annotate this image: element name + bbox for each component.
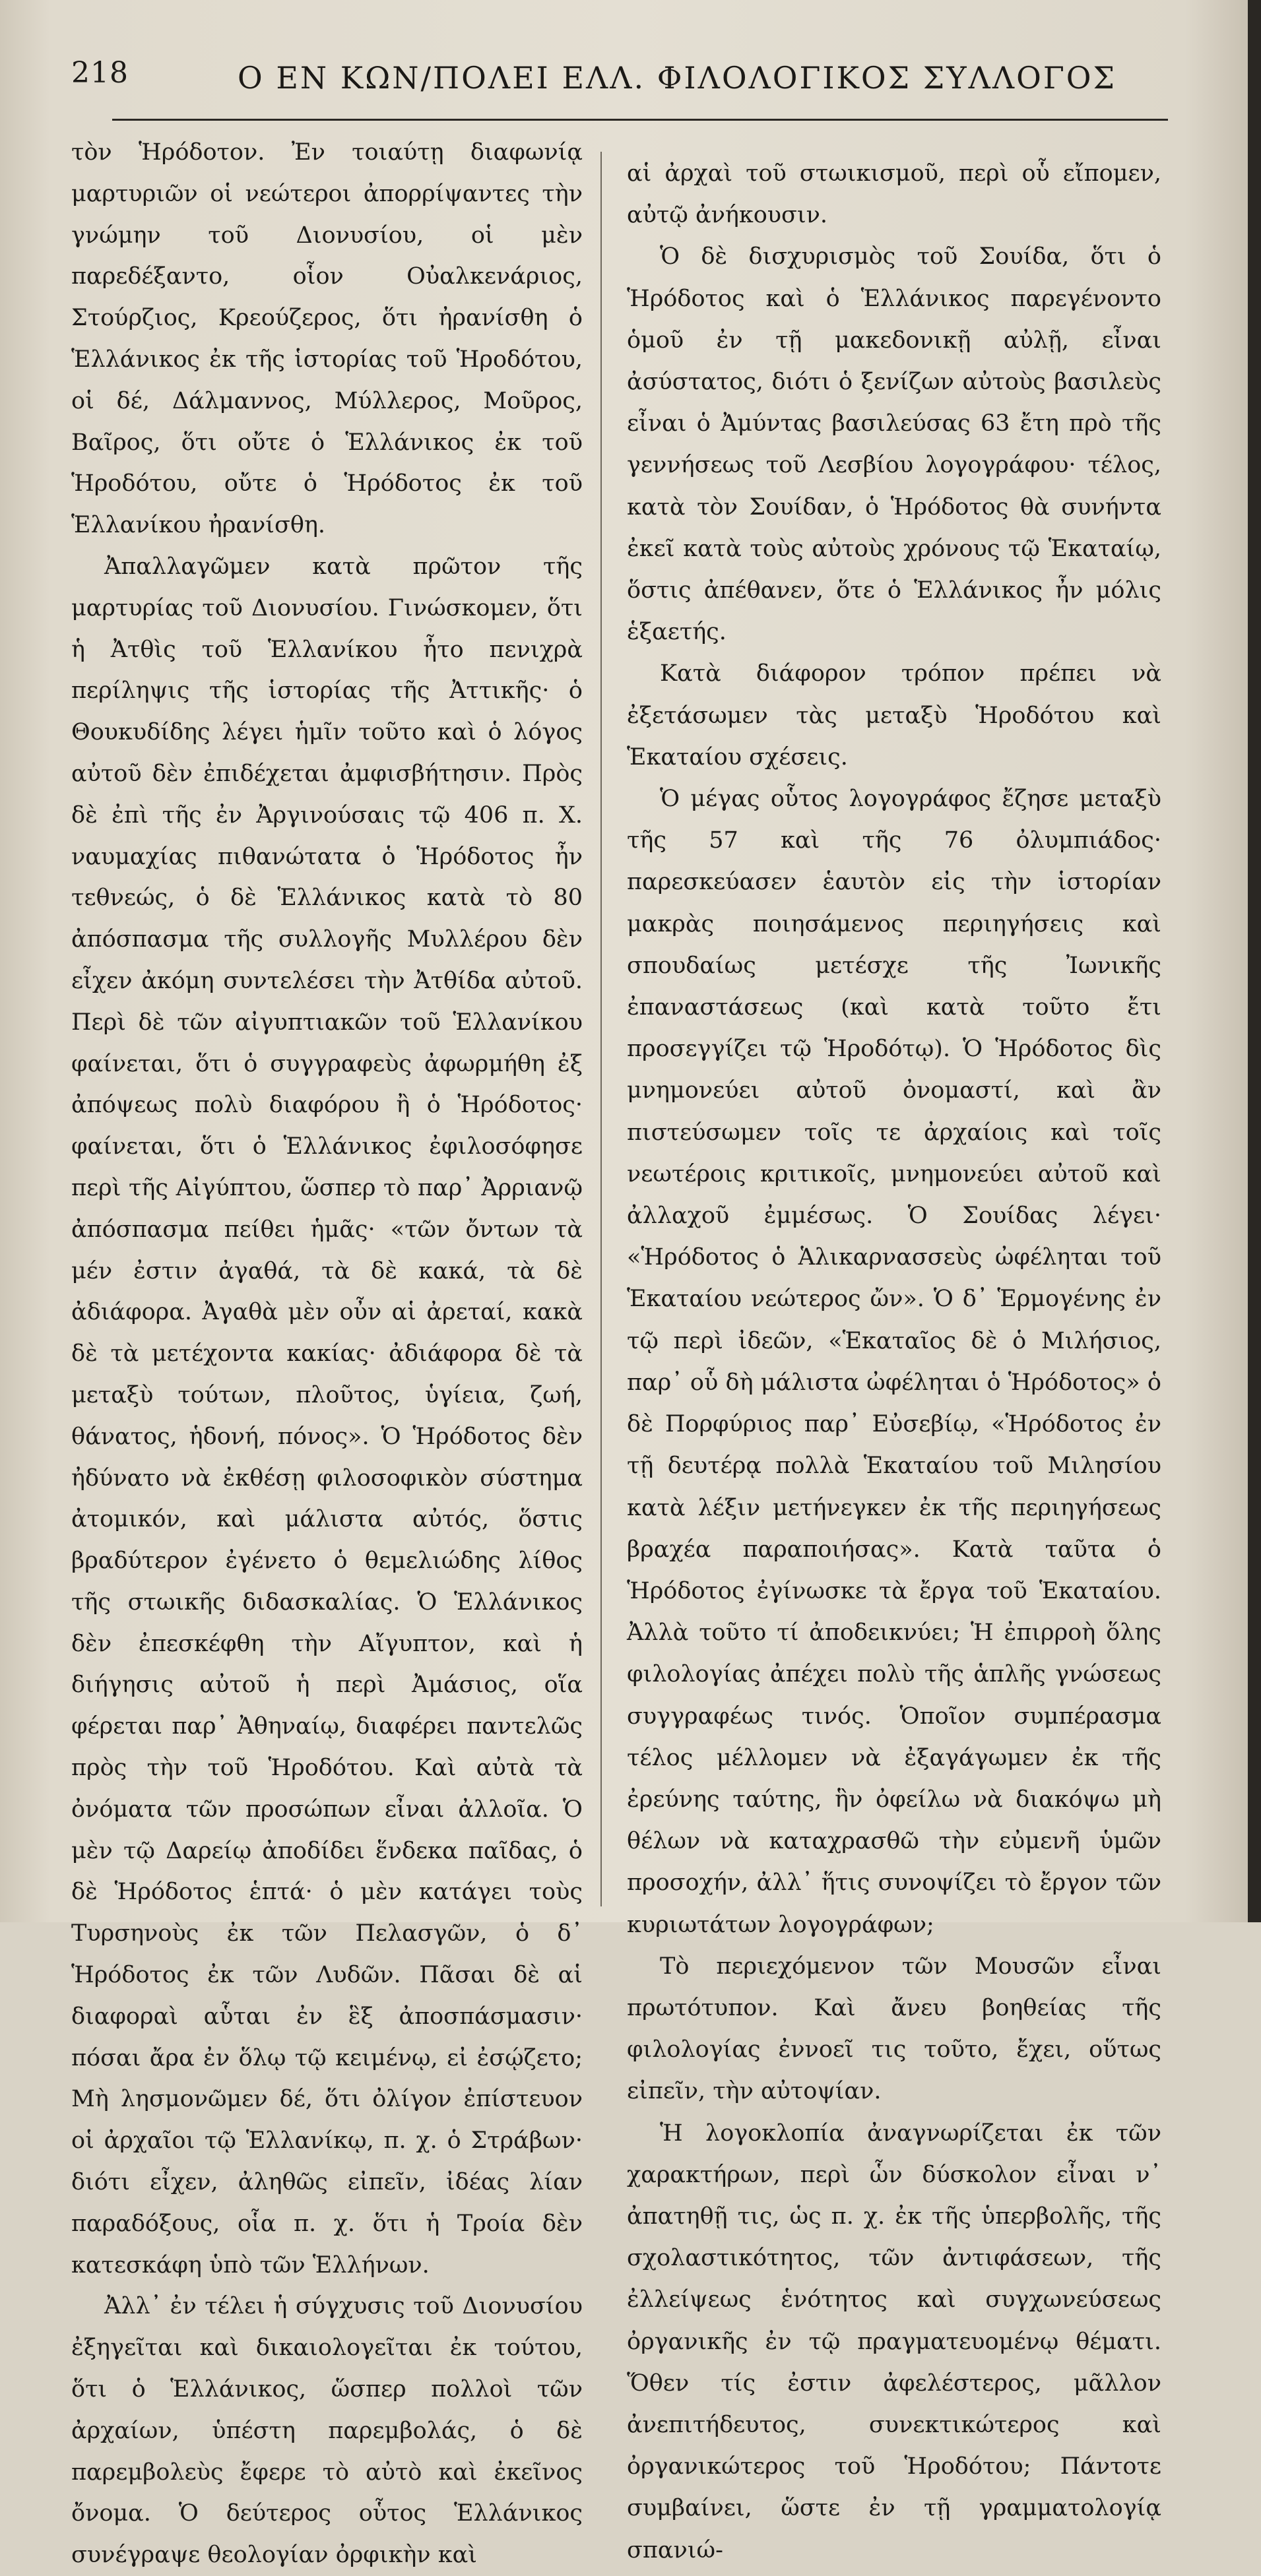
- right-paragraph-5: Τὸ περιεχόμενον τῶν Μουσῶν εἶναι πρωτότυπον. Καὶ ἄνευ βοηθείας τῆς φιλολογίας ἐννοεῖ τις τοῦτο, ἔχει, οὕτως εἰπεῖν, τὴν αὐτοψίαν.: [627, 1953, 1161, 2105]
- page-number: 218: [71, 56, 129, 90]
- right-column: [627, 153, 1161, 2571]
- page-header: [66, 56, 1175, 115]
- left-column: [71, 132, 583, 2576]
- right-paragraph-6: Ἡ λογοκλοπία ἀναγνωρίζεται ἐκ τῶν χαρακτήρων, περὶ ὧν δύσκολον εἶναι ν᾽ ἀπατηθῇ τις, ὡς π. χ. ἐκ τῆς ὑπερβολῆς, τῆς σχολαστικότητος, τῶν ἀντιφάσεων, τῆς ἐλλείψεως ἑνότητος καὶ συγχωνεύσεως ὀργανικῆς ἐν τῷ πραγματευομένῳ θέματι. Ὅθεν τίς ἐστιν ἀφελέστερος, μᾶλλον ἀνεπιτήδευτος, συνεκτικώτερος καὶ ὀργανικώτερος τοῦ Ἡροδότου; Πάντοτε συμβαίνει, ὥστε ἐν τῇ γραμματολογίᾳ σπανιώ-: [627, 2120, 1161, 2563]
- right-paragraph-3: Κατὰ διάφορον τρόπον πρέπει νὰ ἐξετάσωμεν τὰς μεταξὺ Ἡροδότου καὶ Ἑκαταίου σχέσεις.: [627, 660, 1161, 770]
- right-paragraph-2: Ὁ δὲ δισχυρισμὸς τοῦ Σουίδα, ὅτι ὁ Ἡρόδοτος καὶ ὁ Ἑλλάνικος παρεγένοντο ὁμοῦ ἐν τῇ μακεδονικῇ αὐλῇ, εἶναι ἀσύστατος, διότι ὁ ξενίζων αὐτοὺς βασιλεὺς εἶναι ὁ Ἀμύντας βασιλεύσας 63 ἔτη πρὸ τῆς γεννήσεως τοῦ Λεσβίου λογογράφου· τέλος, κατὰ τὸν Σουίδαν, ὁ Ἡρόδοτος θὰ συνήντα ἐκεῖ κατὰ τοὺς αὐτοὺς χρόνους τῷ Ἑκαταίῳ, ὅστις ἀπέθανεν, ὅτε ὁ Ἑλλάνικος ἦν μόλις ἑξαετής.: [627, 243, 1161, 646]
- left-paragraph-3: Ἀλλ᾽ ἐν τέλει ἡ σύγχυσις τοῦ Διονυσίου ἐξηγεῖται καὶ δικαιολογεῖται ἐκ τούτου, ὅτι ὁ Ἑλλάνικος, ὥσπερ πολλοὶ τῶν ἀρχαίων, ὑπέστη παρεμβολάς, ὁ δὲ παρεμβολεὺς ἔφερε τὸ αὐτὸ καὶ ἐκεῖνος ὄνομα. Ὁ δεύτερος οὗτος Ἑλλάνικος συνέγραψε θεολογίαν ὀρφικὴν καὶ: [71, 2293, 583, 2569]
- right-paragraph-1: αἱ ἀρχαὶ τοῦ στωικισμοῦ, περὶ οὗ εἴπομεν, αὐτῷ ἀνήκουσιν.: [627, 160, 1161, 229]
- left-paragraph-1: τὸν Ἡρόδοτον. Ἐν τοιαύτῃ διαφωνίᾳ μαρτυριῶν οἱ νεώτεροι ἀπορρίψαντες τὴν γνώμην τοῦ Διονυσίου, οἱ μὲν παρεδέξαντο, οἷον Οὐαλκενάριος, Στούρζιος, Κρεούζερος, ὅτι ἠρανίσθη ὁ Ἑλλάνικος ἐκ τῆς ἱστορίας τοῦ Ἡροδότου, οἱ δέ, Δάλμαννος, Μύλλερος, Μοῦρος, Βαῖρος, ὅτι οὔτε ὁ Ἑλλάνικος ἐκ τοῦ Ἡροδότου, οὔτε ὁ Ἡρόδοτος ἐκ τοῦ Ἑλλανίκου ἠρανίσθη.: [71, 139, 583, 539]
- column-divider: [600, 152, 602, 1906]
- header-rule: [112, 119, 1168, 121]
- page-edge-shadow: [1248, 0, 1261, 1922]
- left-paragraph-2: Ἀπαλλαγῶμεν κατὰ πρῶτον τῆς μαρτυρίας τοῦ Διονυσίου. Γινώσκομεν, ὅτι ἡ Ἀτθὶς τοῦ Ἑλλανίκου ἦτο πενιχρὰ περίληψις τῆς ἱστορίας τῆς Ἀττικῆς· ὁ Θουκυδίδης λέγει ἡμῖν τοῦτο καὶ ὁ λόγος αὐτοῦ δὲν ἐπιδέχεται ἀμφισβήτησιν. Πρὸς δὲ ἐπὶ τῆς ἐν Ἀργινούσαις τῷ 406 π. Χ. ναυμαχίας πιθανώτατα ὁ Ἡρόδοτος ἦν τεθνεώς, ὁ δὲ Ἑλλάνικος κατὰ τὸ 80 ἀπόσπασμα τῆς συλλογῆς Μυλλέρου δὲν εἶχεν ἀκόμη συντελέσει τὴν Ἀτθίδα αὐτοῦ. Περὶ δὲ τῶν αἰγυπτιακῶν τοῦ Ἑλλανίκου φαίνεται, ὅτι ὁ συγγραφεὺς ἀφωρμήθη ἐξ ἀπόψεως πολὺ διαφόρου ἢ ὁ Ἡρόδοτος· φαίνεται, ὅτι ὁ Ἑλλάνικος ἐφιλοσόφησε περὶ τῆς Αἰγύπτου, ὥσπερ τὸ παρ᾽ Ἀρριανῷ ἀπόσπασμα πείθει ἡμᾶς· «τῶν ὄντων τὰ μέν ἐστιν ἀγαθά, τὰ δὲ κακά, τὰ δὲ ἀδιάφορα. Ἀγαθὰ μὲν οὖν αἱ ἀρεταί, κακὰ δὲ τὰ μετέχοντα κακίας· ἀδιάφορα δὲ τὰ μεταξὺ τούτων, πλοῦτος, ὑγίεια, ζωή, θάνατος, ἡδονή, πόνος». Ὁ Ἡρόδοτος δὲν ἠδύνατο νὰ ἐκθέσῃ φιλοσοφικὸν σύστημα ἀτομικόν, καὶ μάλιστα αὐτός, ὅστις βραδύτερον ἐγένετο ὁ θεμελιώδης λίθος τῆς στωικῆς διδασκαλίας. Ὁ Ἑλλάνικος δὲν ἐπεσκέφθη τὴν Αἴγυπτον, καὶ ἡ διήγησις αὐτοῦ ἡ περὶ Ἀμάσιος, οἵα φέρεται παρ᾽ Ἀθηναίῳ, διαφέρει παντελῶς πρὸς τὴν τοῦ Ἡροδότου. Καὶ αὐτὰ τὰ ὀνόματα τῶν προσώπων εἶναι ἀλλοῖα. Ὁ μὲν τῷ Δαρείῳ ἀποδίδει ἕνδεκα παῖδας, ὁ δὲ Ἡρόδοτος ἑπτά· ὁ μὲν κατάγει τοὺς Τυρσηνοὺς ἐκ τῶν Πελασγῶν, ὁ δ᾽ Ἡρόδοτος ἐκ τῶν Λυδῶν. Πᾶσαι δὲ αἱ διαφοραὶ αὗται ἐν ἓξ ἀποσπάσμασιν· πόσαι ἄρα ἐν ὅλῳ τῷ κειμένῳ, εἰ ἐσῴζετο; Μὴ λησμονῶμεν δέ, ὅτι ὀλίγον ἐπίστευον οἱ ἀρχαῖοι τῷ Ἑλλανίκῳ, π. χ. ὁ Στράβων· διότι εἶχεν, ἀληθῶς εἰπεῖν, ἰδέας λίαν παραδόξους, οἷα π. χ. ὅτι ἡ Τροία δὲν κατεσκάφη ὑπὸ τῶν Ἑλλήνων.: [71, 553, 583, 2278]
- running-title: Ο ΕΝ ΚΩΝ/ΠΟΛΕΙ ΕΛΛ. ΦΙΛΟΛΟΓΙΚΟΣ ΣΥΛΛΟΓΟΣ: [238, 60, 1116, 96]
- right-paragraph-4: Ὁ μέγας οὗτος λογογράφος ἔζησε μεταξὺ τῆς 57 καὶ τῆς 76 ὀλυμπιάδος· παρεσκεύασεν ἑαυτὸν εἰς τὴν ἱστορίαν μακρὰς ποιησάμενος περιηγήσεις καὶ σπουδαίως μετέσχε τῆς Ἰωνικῆς ἐπαναστάσεως (καὶ κατὰ τοῦτο ἔτι προσεγγίζει τῷ Ἡροδότῳ). Ὁ Ἡρόδοτος δὶς μνημονεύει αὐτοῦ ὀνομαστί, καὶ ἂν πιστεύσωμεν τοῖς τε ἀρχαίοις καὶ τοῖς νεωτέροις κριτικοῖς, μνημονεύει αὐτοῦ καὶ ἀλλαχοῦ ἐμμέσως. Ὁ Σουίδας λέγει· «Ἡρόδοτος ὁ Ἁλικαρνασσεὺς ὠφέληται τοῦ Ἑκαταίου νεώτερος ὤν». Ὁ δ᾽ Ἑρμογένης ἐν τῷ περὶ ἰδεῶν, «Ἑκαταῖος δὲ ὁ Μιλήσιος, παρ᾽ οὗ δὴ μάλιστα ὠφέληται ὁ Ἡρόδοτος» ὁ δὲ Πορφύριος παρ᾽ Εὐσεβίῳ, «Ἡρόδοτος ἐν τῇ δευτέρᾳ πολλὰ Ἑκαταίου τοῦ Μιλησίου κατὰ λέξιν μετήνεγκεν ἐκ τῆς περιηγήσεως βραχέα παραποιήσας». Κατὰ ταῦτα ὁ Ἡρόδοτος ἐγίνωσκε τὰ ἔργα τοῦ Ἑκαταίου. Ἀλλὰ τοῦτο τί ἀποδεικνύει; Ἡ ἐπιρροὴ ὅλης φιλολογίας ἀπέχει πολὺ τῆς ἁπλῆς γνώσεως συγγραφέως τινός. Ὁποῖον συμπέρασμα τέλος μέλλομεν νὰ ἐξαγάγωμεν ἐκ τῆς ἐρεύνης ταύτης, ἣν ὀφείλω νὰ διακόψω μὴ θέλων νὰ καταχρασθῶ τὴν εὐμενῆ ὑμῶν προσοχήν, ἀλλ᾽ ἥτις συνοψίζει τὸ ἔργον τῶν κυριωτάτων λογογράφων;: [627, 786, 1161, 1938]
